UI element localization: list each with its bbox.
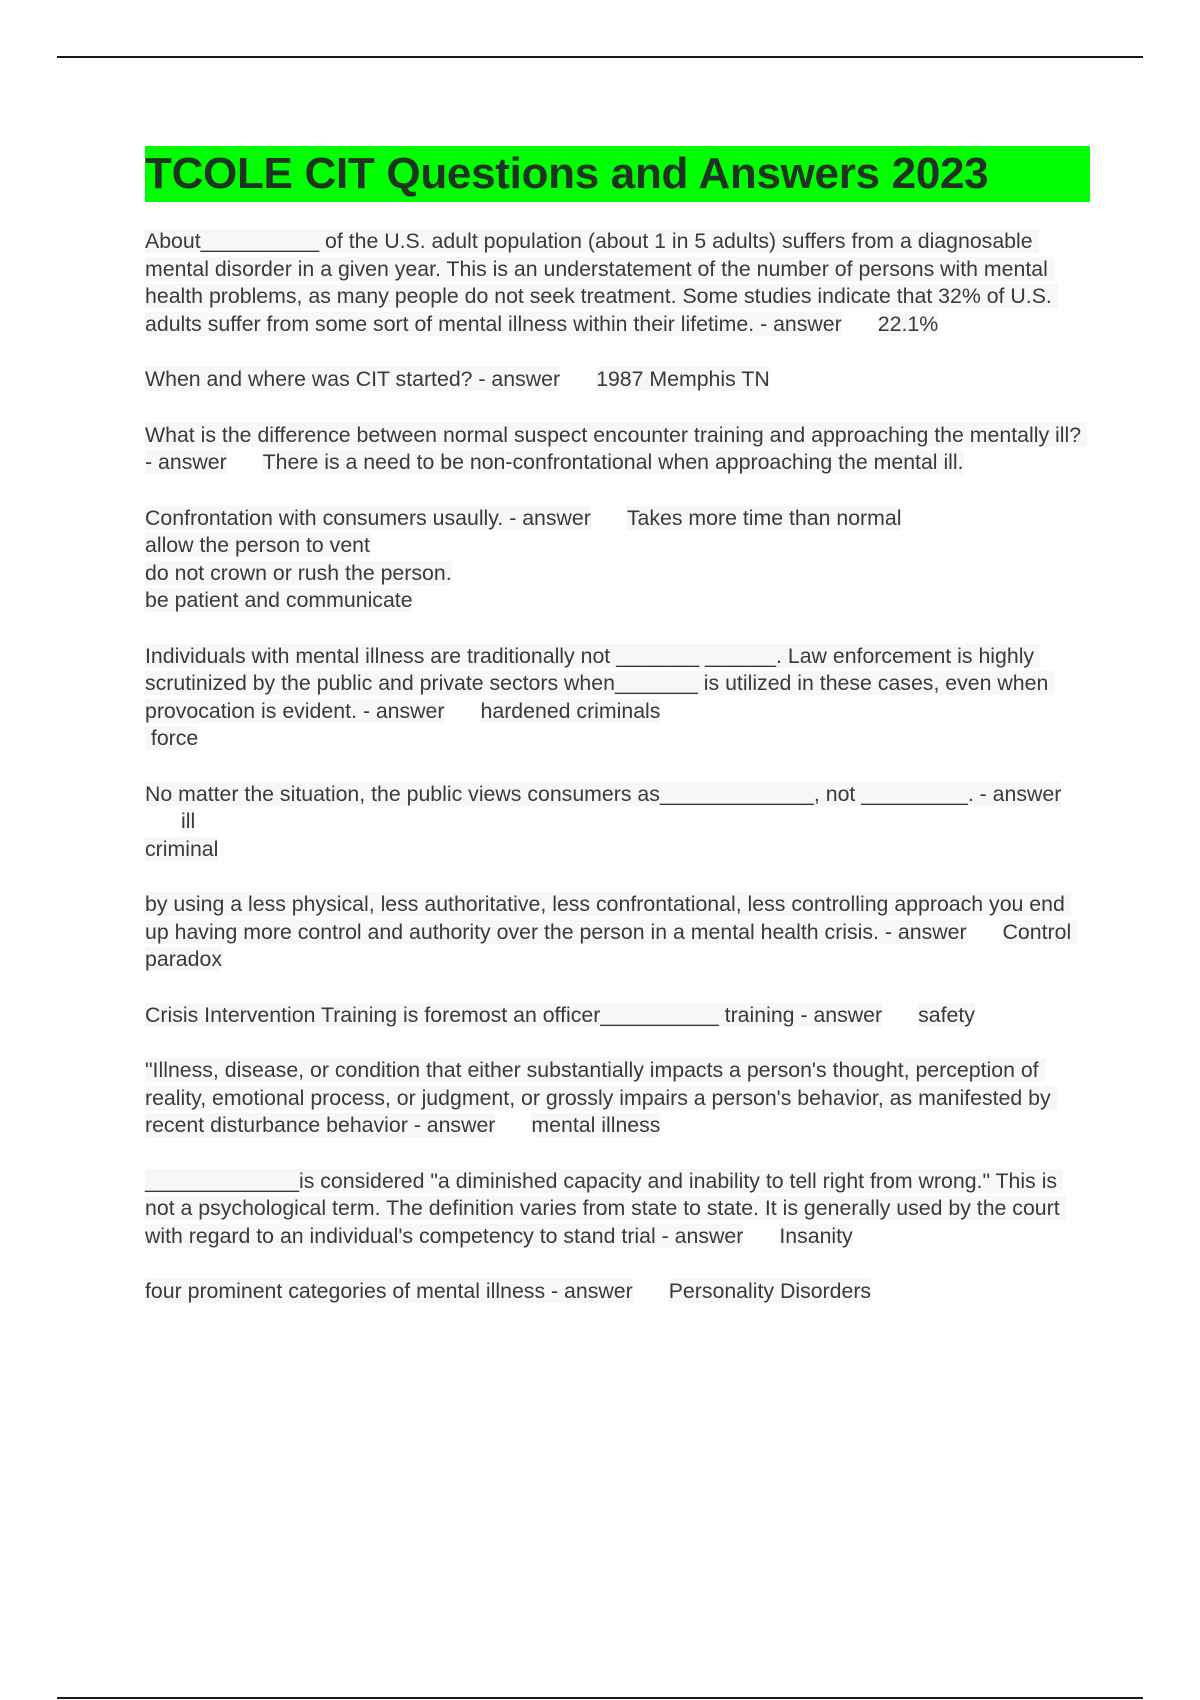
question-text: by using a less physical, less authoritative, less confrontational, less controlling approach you end up having more control and authority over the person in a mental health crisis. - answer [145,892,1071,944]
answer-text: Takes more time than normal allow the person to vent do not crown or rush the person. be patient and communicate [145,505,902,612]
qa-item [145,1002,1090,1030]
qa-item [145,643,1090,753]
answer-text: There is a need to be non-confrontational when approaching the mental ill. [262,450,964,474]
answer-text: 22.1% [877,311,939,336]
question-text: _____________is considered "a diminished capacity and inability to tell right from wrong." This is not a psychological term. The definition varies from state to state. It is generally used by the court with regard to an individual's competency to stand trial - answer [145,1168,1066,1248]
question-text: four prominent categories of mental illness - answer [145,1279,633,1303]
document-title: TCOLE CIT Questions and Answers 2023 [145,146,1090,202]
answer-text: mental illness [531,1113,661,1137]
question-text: Crisis Intervention Training is foremost an officer__________ training - answer [145,1002,883,1027]
qa-item [145,1057,1090,1140]
qa-item [145,1278,1090,1306]
qa-item [145,422,1090,477]
qa-item [145,366,1090,394]
question-text: "Illness, disease, or condition that either substantially impacts a person's thought, perception of reality, emotional process, or judgment, or grossly impairs a person's behavior, as manifested by recent disturbance behavior - answer [145,1058,1057,1137]
answer-text: Insanity [779,1223,853,1248]
question-text: When and where was CIT started? - answer [145,367,561,391]
qa-item [145,891,1090,974]
answer-text: hardened criminals force [145,699,660,751]
answer-text: Personality Disorders [668,1279,872,1303]
answer-text: Control paradox [145,919,1078,971]
question-text: What is the difference between normal suspect encounter training and approaching the mentally ill? - answer [145,422,1087,474]
qa-item [145,1168,1090,1251]
answer-text: ill criminal [145,809,219,861]
qa-item [145,781,1090,864]
document-body [145,146,1090,1334]
question-text: Individuals with mental illness are traditionally not _______ ______. Law enforcement is highly scrutinized by the public and private sectors when_______ is utilized in these cases, even when provocation is evident. - answer [145,643,1055,723]
bottom-rule [57,1697,1143,1699]
question-text: Confrontation with consumers usaully. - answer [145,505,591,530]
qa-item [145,228,1090,338]
question-text: No matter the situation, the public views consumers as_____________, not _________. - answer [145,781,1062,806]
answer-text: safety [918,1002,975,1027]
qa-item [145,505,1090,615]
answer-text: 1987 Memphis TN [596,367,770,391]
question-text: About__________ of the U.S. adult population (about 1 in 5 adults) suffers from a diagnosable mental disorder in a given year. This is an understatement of the number of persons with mental health problems, as many people do not seek treatment. Some studies indicate that 32% of U.S. adults suffer from some sort of mental illness within their lifetime. - answer [145,229,1058,336]
top-rule [57,56,1143,58]
